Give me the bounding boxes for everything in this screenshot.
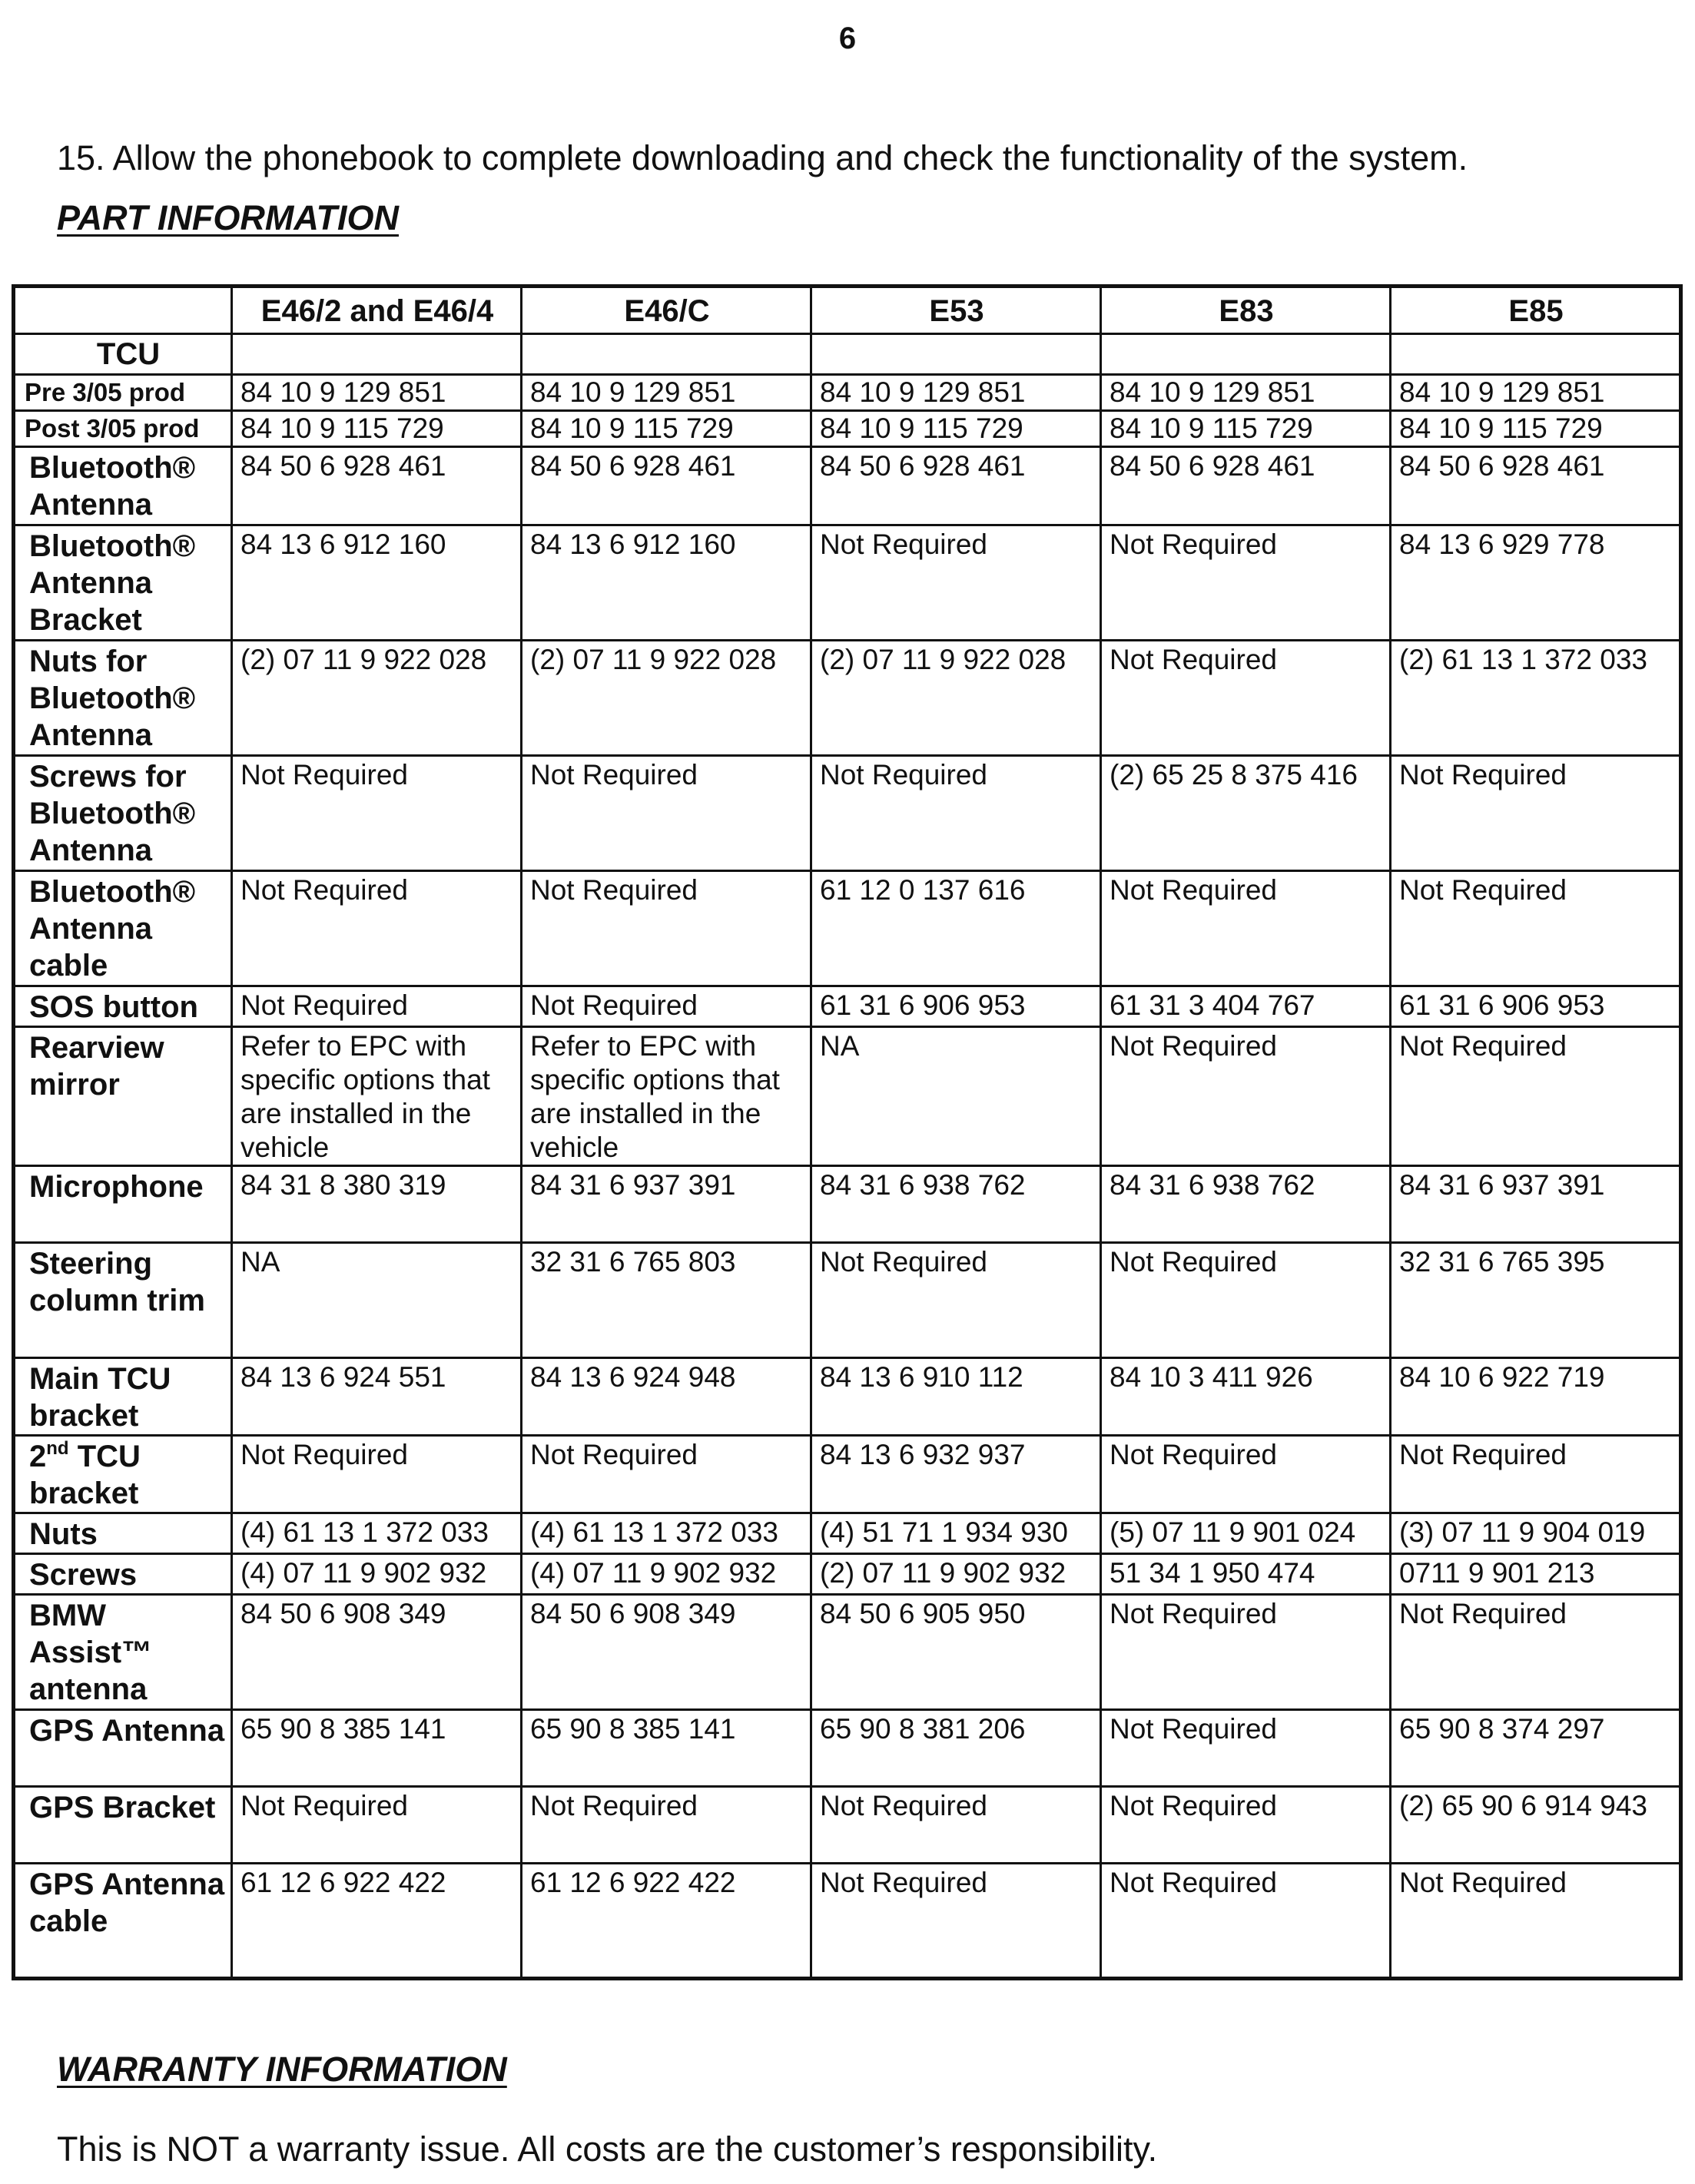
table-row-pre-prod xyxy=(14,375,1681,411)
table-cell: 61 31 6 906 953 xyxy=(1391,986,1681,1027)
table-cell: (2) 07 11 9 922 028 xyxy=(522,641,811,756)
table-cell: NA xyxy=(232,1243,522,1358)
table-cell: 32 31 6 765 395 xyxy=(1391,1243,1681,1358)
row-label: Main TCU bracket xyxy=(14,1358,232,1436)
table-row xyxy=(14,641,1681,756)
warranty-text: This is NOT a warranty issue. All costs are the customer’s responsibility. xyxy=(57,2129,1158,2169)
table-cell: Not Required xyxy=(232,871,522,986)
table-cell: Not Required xyxy=(522,1436,811,1513)
table-cell: 84 10 3 411 926 xyxy=(1101,1358,1391,1436)
table-cell xyxy=(232,334,522,375)
table-row xyxy=(14,1027,1681,1166)
header-e46-2-4: E46/2 and E46/4 xyxy=(232,287,522,334)
table-cell: 84 50 6 905 950 xyxy=(811,1595,1101,1710)
table-row xyxy=(14,1513,1681,1554)
table-cell: 84 10 9 129 851 xyxy=(1391,375,1681,411)
row-label: Nuts for Bluetooth® Antenna xyxy=(14,641,232,756)
row-label: SOS button xyxy=(14,986,232,1027)
table-row xyxy=(14,525,1681,641)
header-e85: E85 xyxy=(1391,287,1681,334)
table-row xyxy=(14,986,1681,1027)
table-cell: (2) 65 90 6 914 943 xyxy=(1391,1787,1681,1864)
table-cell: (2) 07 11 9 922 028 xyxy=(232,641,522,756)
table-cell: NA xyxy=(811,1027,1101,1166)
row-label: Bluetooth® Antenna xyxy=(14,447,232,525)
row-label-pre-prod xyxy=(14,375,232,411)
table-cell: 61 31 3 404 767 xyxy=(1101,986,1391,1027)
table-row-second-tcu xyxy=(14,1436,1681,1513)
table-cell: 65 90 8 374 297 xyxy=(1391,1710,1681,1787)
row-label: GPS Bracket xyxy=(14,1787,232,1864)
part-information-table xyxy=(12,284,1683,1980)
table-cell: Not Required xyxy=(1101,1436,1391,1513)
table-row xyxy=(14,1243,1681,1358)
table-cell: Not Required xyxy=(1101,1027,1391,1166)
second-tcu-number: 2 xyxy=(29,1440,47,1473)
table-cell: Not Required xyxy=(811,1243,1101,1358)
table-cell: 32 31 6 765 803 xyxy=(522,1243,811,1358)
row-label-post-prod xyxy=(14,411,232,447)
table-cell: 84 10 9 115 729 xyxy=(232,411,522,447)
table-cell: Not Required xyxy=(1101,525,1391,641)
table-cell xyxy=(1101,334,1391,375)
table-cell: 84 10 9 115 729 xyxy=(1391,411,1681,447)
table-cell xyxy=(1391,334,1681,375)
table-cell: 65 90 8 385 141 xyxy=(232,1710,522,1787)
row-label-second-tcu-bracket xyxy=(14,1436,232,1513)
table-cell: Refer to EPC with specific options that are installed in the vehicle xyxy=(522,1027,811,1166)
table-cell: (2) 65 25 8 375 416 xyxy=(1101,756,1391,871)
table-cell: 84 50 6 928 461 xyxy=(811,447,1101,525)
table-cell: Not Required xyxy=(811,525,1101,641)
table-cell: 84 10 9 115 729 xyxy=(811,411,1101,447)
table-cell: 84 50 6 928 461 xyxy=(232,447,522,525)
table-cell: 84 50 6 908 349 xyxy=(522,1595,811,1710)
table-cell: 84 31 6 938 762 xyxy=(811,1166,1101,1243)
table-cell: 84 10 9 129 851 xyxy=(522,375,811,411)
table-cell: 84 13 6 932 937 xyxy=(811,1436,1101,1513)
table-cell: 84 31 6 937 391 xyxy=(522,1166,811,1243)
table-row xyxy=(14,1554,1681,1595)
warranty-information-heading: WARRANTY INFORMATION xyxy=(57,2050,507,2089)
second-tcu-rest: TCU bracket xyxy=(29,1440,141,1510)
table-cell: 84 13 6 924 551 xyxy=(232,1358,522,1436)
row-label: Rearview mirror xyxy=(14,1027,232,1166)
table-cell: 84 50 6 928 461 xyxy=(522,447,811,525)
table-cell: Not Required xyxy=(1391,1864,1681,1979)
row-label: Nuts xyxy=(14,1513,232,1554)
table-cell xyxy=(522,334,811,375)
table-row xyxy=(14,1864,1681,1979)
table-cell: Not Required xyxy=(232,1787,522,1864)
table-cell: Not Required xyxy=(1101,871,1391,986)
table-cell: Not Required xyxy=(522,1787,811,1864)
table-cell: 84 10 9 129 851 xyxy=(811,375,1101,411)
table-row xyxy=(14,1710,1681,1787)
table-cell: 65 90 8 385 141 xyxy=(522,1710,811,1787)
row-label: BMW Assist™ antenna xyxy=(14,1595,232,1710)
row-label: Microphone xyxy=(14,1166,232,1243)
header-e83: E83 xyxy=(1101,287,1391,334)
table-cell: Not Required xyxy=(1391,871,1681,986)
post-prod-label: Post 3/05 prod xyxy=(25,414,200,442)
table-cell: 84 50 6 928 461 xyxy=(1391,447,1681,525)
table-cell: 0711 9 901 213 xyxy=(1391,1554,1681,1595)
table-cell: 84 31 6 937 391 xyxy=(1391,1166,1681,1243)
table-cell: 65 90 8 381 206 xyxy=(811,1710,1101,1787)
table-row xyxy=(14,871,1681,986)
table-cell: Not Required xyxy=(1101,1864,1391,1979)
second-tcu-ordinal: nd xyxy=(46,1437,69,1459)
table-cell: Not Required xyxy=(811,756,1101,871)
table-cell: 61 31 6 906 953 xyxy=(811,986,1101,1027)
table-cell: 84 13 6 912 160 xyxy=(522,525,811,641)
table-cell: Not Required xyxy=(811,1864,1101,1979)
table-row-post-prod xyxy=(14,411,1681,447)
table-cell: 84 31 6 938 762 xyxy=(1101,1166,1391,1243)
row-label: GPS Antenna xyxy=(14,1710,232,1787)
table-cell: (4) 51 71 1 934 930 xyxy=(811,1513,1101,1554)
table-cell: Not Required xyxy=(232,756,522,871)
table-cell: Not Required xyxy=(1101,1710,1391,1787)
table-row xyxy=(14,447,1681,525)
part-information-heading: PART INFORMATION xyxy=(57,198,399,237)
table-cell: (4) 07 11 9 902 932 xyxy=(522,1554,811,1595)
table-cell: 84 13 6 924 948 xyxy=(522,1358,811,1436)
table-cell: 84 50 6 908 349 xyxy=(232,1595,522,1710)
table-cell: Not Required xyxy=(1391,1027,1681,1166)
table-cell: 84 10 9 129 851 xyxy=(1101,375,1391,411)
table-row xyxy=(14,1595,1681,1710)
table-cell: (5) 07 11 9 901 024 xyxy=(1101,1513,1391,1554)
table-cell: Not Required xyxy=(522,871,811,986)
table-cell: (4) 61 13 1 372 033 xyxy=(522,1513,811,1554)
table-cell: Not Required xyxy=(1101,641,1391,756)
table-cell: 61 12 0 137 616 xyxy=(811,871,1101,986)
table-cell: 84 10 9 115 729 xyxy=(522,411,811,447)
table-cell: Not Required xyxy=(1101,1595,1391,1710)
table-cell: 84 50 6 928 461 xyxy=(1101,447,1391,525)
table-cell: 84 13 6 910 112 xyxy=(811,1358,1101,1436)
table-cell: (2) 07 11 9 902 932 xyxy=(811,1554,1101,1595)
table-cell: (2) 61 13 1 372 033 xyxy=(1391,641,1681,756)
table-cell: Not Required xyxy=(1101,1243,1391,1358)
table-cell: 84 10 6 922 719 xyxy=(1391,1358,1681,1436)
table-cell: (2) 07 11 9 922 028 xyxy=(811,641,1101,756)
table-row xyxy=(14,1358,1681,1436)
table-cell: Not Required xyxy=(522,986,811,1027)
table-cell: 84 10 9 129 851 xyxy=(232,375,522,411)
table-cell: Not Required xyxy=(1391,756,1681,871)
table-cell: Not Required xyxy=(811,1787,1101,1864)
table-row xyxy=(14,1166,1681,1243)
table-cell: 84 31 8 380 319 xyxy=(232,1166,522,1243)
table-cell: 84 13 6 912 160 xyxy=(232,525,522,641)
table-cell: Not Required xyxy=(1101,1787,1391,1864)
step-15-text: 15. Allow the phonebook to complete downloading and check the functionality of the system. xyxy=(57,138,1468,177)
header-e46c: E46/C xyxy=(522,287,811,334)
row-label: Screws for Bluetooth® Antenna xyxy=(14,756,232,871)
table-cell: Not Required xyxy=(522,756,811,871)
table-cell xyxy=(811,334,1101,375)
row-label: GPS Antenna cable xyxy=(14,1864,232,1979)
table-row xyxy=(14,756,1681,871)
header-e53: E53 xyxy=(811,287,1101,334)
table-cell: 84 10 9 115 729 xyxy=(1101,411,1391,447)
table-cell: Not Required xyxy=(1391,1436,1681,1513)
header-blank-cell xyxy=(14,287,232,334)
table-cell: 51 34 1 950 474 xyxy=(1101,1554,1391,1595)
row-label-tcu: TCU xyxy=(14,334,232,375)
row-label: Screws xyxy=(14,1554,232,1595)
table-row-tcu xyxy=(14,334,1681,375)
row-label: Bluetooth® Antenna cable xyxy=(14,871,232,986)
table-header-row xyxy=(14,287,1681,334)
table-cell: (3) 07 11 9 904 019 xyxy=(1391,1513,1681,1554)
pre-prod-label: Pre 3/05 prod xyxy=(25,378,186,406)
table-cell: (4) 07 11 9 902 932 xyxy=(232,1554,522,1595)
table-cell: (4) 61 13 1 372 033 xyxy=(232,1513,522,1554)
row-label: Steering column trim xyxy=(14,1243,232,1358)
table-cell: 61 12 6 922 422 xyxy=(522,1864,811,1979)
table-cell: 84 13 6 929 778 xyxy=(1391,525,1681,641)
table-cell: Refer to EPC with specific options that are installed in the vehicle xyxy=(232,1027,522,1166)
row-label: Bluetooth® Antenna Bracket xyxy=(14,525,232,641)
table-cell: Not Required xyxy=(1391,1595,1681,1710)
table-cell: Not Required xyxy=(232,1436,522,1513)
table-row xyxy=(14,1787,1681,1864)
table-cell: Not Required xyxy=(232,986,522,1027)
table-cell: 61 12 6 922 422 xyxy=(232,1864,522,1979)
page-number: 6 xyxy=(838,22,857,55)
